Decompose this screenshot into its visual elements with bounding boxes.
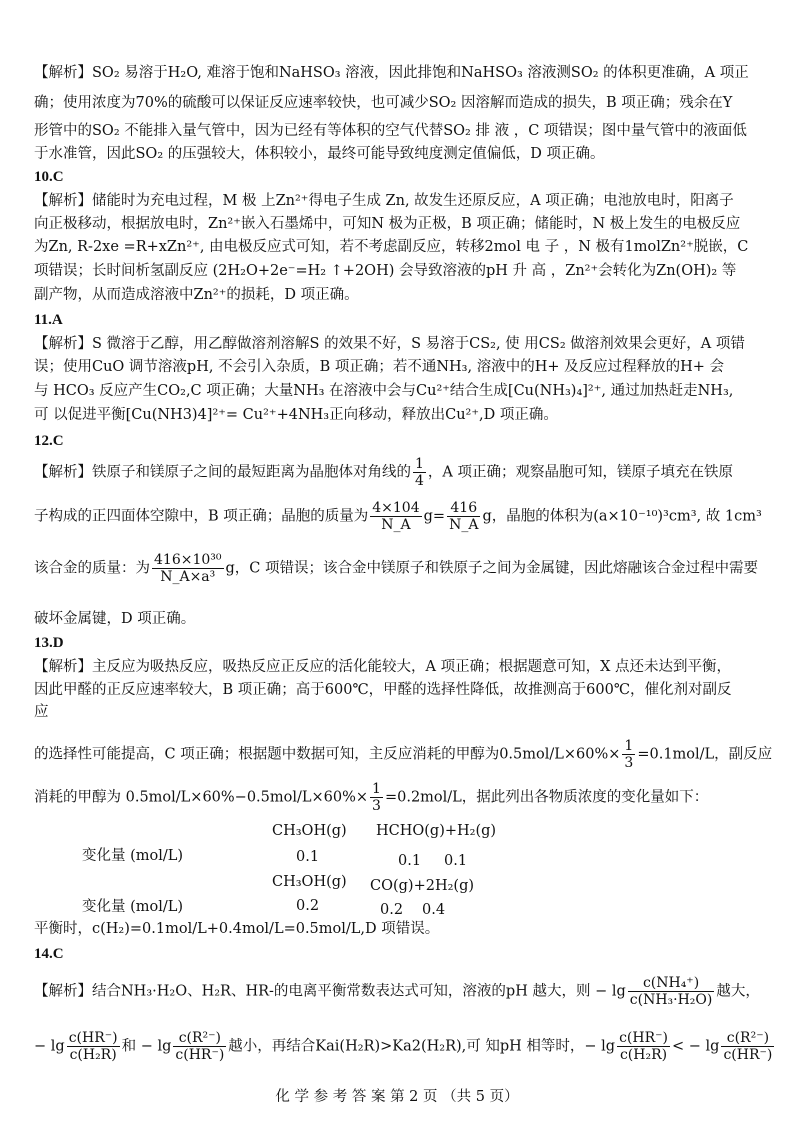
question-number: 10.C <box>34 169 64 185</box>
product-label: HCHO(g)+H₂(g) <box>376 823 497 839</box>
text-line: 【解析】S 微溶于乙醇，用乙醇做溶剂溶解S 的效果不好，S 易溶于CS₂, 使 用CS₂ 做溶剂效果会更好，A 项错 <box>34 336 745 352</box>
change-label: 变化量 (mol/L) <box>82 848 184 864</box>
fraction: $\frac{1}{3}$ <box>624 738 634 771</box>
text-line: 因此甲醛的正反应速率较大，B 项正确；高于600℃，甲醛的选择性降低，故推测高于600℃，催化剂对副反 <box>34 682 732 698</box>
q14-line-1: 【解析】结合NH₃·H₂O、H₂R、HR-的电离平衡常数表达式可知，溶液的pH 越大，则 − lg $\frac{\text{c(NH₄⁺)}}{\text{c(NH₃·H₂O)}}$ 越大， <box>34 975 760 1008</box>
text-line: 副产物，从而造成溶液中Zn²⁺的损耗，D 项正确。 <box>34 287 359 303</box>
text-line: 与 HCO₃ 反应产生CO₂,C 项正确；大量NH₃ 在溶液中会与Cu²⁺结合生成[Cu(NH₃)₄]²⁺, 通过加热赶走NH₃, <box>34 383 734 399</box>
question-number: 11.A <box>34 312 63 328</box>
fraction: $\frac{416}{N\_A}$ <box>449 500 479 533</box>
fraction: $\frac{c(HR^-)}{\text{c(H₂R)}}$ <box>619 1030 668 1063</box>
reactant-label: CH₃OH(g) <box>272 823 347 839</box>
value-cell: 0.4 <box>422 902 446 918</box>
fraction: $\frac{\text{416×10³⁰}}{\text{N\_A×a³}}$ <box>154 552 222 585</box>
fraction: $\frac{1}{3}$ <box>372 781 381 814</box>
text-line: 项错误；长时间析氢副反应 (2H₂O+2e⁻=H₂ ↑+2OH) 会导致溶液的pH 升 高 ，Zn²⁺会转化为Zn(OH)₂ 等 <box>34 263 737 279</box>
fraction: $\frac{c(HR^-)}{\text{c(H₂R)}}$ <box>68 1030 118 1063</box>
question-number: 12.C <box>34 433 64 449</box>
q13-line-5: 消耗的甲醇为 0.5mol/L×60%−0.5mol/L×60%× $\frac{1}{3}$ =0.2mol/L，据此列出各物质浓度的变化量如下： <box>34 781 709 814</box>
q13-line-4: 的选择性可能提高，C 项正确；根据题中数据可知，主反应消耗的甲醇为0.5mol/L×60%× $\frac{1}{3}$ =0.1mol/L，副反应 <box>34 738 773 771</box>
text-line: 确；使用浓度为70%的硫酸可以保证反应速率较快，也可减少SO₂ 因溶解而造成的损失，B 项正确；残余在Y <box>34 95 733 111</box>
text-line: 为Zn, R-2xe =R+xZn²⁺, 由电极反应式可知，若不考虑副反应，转移2mol 电 子 ，N 极有1molZn²⁺脱嵌，C <box>34 239 749 255</box>
text-line: 平衡时，c(H₂)=0.1mol/L+0.4mol/L=0.5mol/L,D 项错误。 <box>34 921 440 937</box>
fraction: $\frac{4\times 104}{N\_A}$ <box>372 500 420 533</box>
text-line: 误；使用CuO 调节溶液pH, 不会引入杂质，B 项正确；若不通NH₃, 溶液中的H+ 及反应过程释放的H+ 会 <box>34 359 725 375</box>
text-line: 可 以促进平衡[Cu(NH3)4]²⁺= Cu²⁺+4NH₃正向移动，释放出Cu²⁺,D 项正确。 <box>34 407 558 423</box>
change-label: 变化量 (mol/L) <box>82 899 184 915</box>
page-footer: 化 学 参 考 答 案 第 2 页 （共 5 页） <box>275 1089 519 1105</box>
text-line: 破坏金属键，D 项正确。 <box>34 611 196 627</box>
value-cell: 0.1 <box>444 853 468 869</box>
reactant-label: CH₃OH(g) <box>272 874 347 890</box>
fraction: $\frac{\text{c(R²⁻)}}{c(HR^-)}$ <box>723 1030 773 1063</box>
product-label: CO(g)+2H₂(g) <box>370 878 475 894</box>
q14-line-2: − lg $\frac{c(HR^-)}{\text{c(H₂R)}}$ 和 − lg $\frac{\text{c(R²⁻)}}{c(HR^-)}$ 越小，再结合Kai(H₂R)>Ka2(H₂R),可 知pH 相等时，− lg $\frac{c(HR^-)}{\text{c(H₂R)}}$ < − lg $\frac{\text{c(R²⁻)}}{c(HR^-)}$ <box>34 1030 773 1063</box>
text-line: 【解析】主反应为吸热反应，吸热反应正反应的活化能较大，A 项正确；根据题意可知，X 点还未达到平衡， <box>34 659 732 675</box>
value-cell: 0.2 <box>380 902 404 918</box>
value-cell: 0.1 <box>398 853 422 869</box>
fraction: $\frac{1}{4}$ <box>415 456 424 489</box>
text-line: 于水准管，因此SO₂ 的压强较大，体积较小，最终可能导致纯度测定值偏低，D 项正确。 <box>34 146 605 162</box>
fraction: $\frac{\text{c(R²⁻)}}{c(HR^-)}$ <box>175 1030 225 1063</box>
q12-line-2: 子构成的正四面体空隙中，B 项正确；晶胞的质量为 $\frac{4\times 104}{N\_A}$ g= $\frac{416}{N\_A}$ g，晶胞的体积为(a×10⁻¹⁰)³cm³, 故 1cm³ <box>34 500 762 533</box>
text-line: 【解析】储能时为充电过程，M 极 上Zn²⁺得电子生成 Zn, 故发生还原反应，A 项正确；电池放电时，阳离子 <box>34 193 734 209</box>
text-line: 形管中的SO₂ 不能排入量气管中，因为已经有等体积的空气代替SO₂ 排 液 ，C 项错误；图中量气管中的液面低 <box>34 123 747 139</box>
value-cell: 0.1 <box>296 849 320 865</box>
q12-line-1: 【解析】铁原子和镁原子之间的最短距离为晶胞体对角线的 $\frac{1}{4}$ ，A 项正确；观察晶胞可知，镁原子填充在铁原 <box>34 456 734 489</box>
text-line: 【解析】SO₂ 易溶于H₂O, 难溶于饱和NaHSO₃ 溶液，因此排饱和NaHSO₃ 溶液测SO₂ 的体积更准确，A 项正 <box>34 65 749 81</box>
text-line: 向正极移动，根据放电时，Zn²⁺嵌入石墨烯中，可知N 极为正极，B 项正确；储能时，N 极上发生的电极反应 <box>34 216 741 232</box>
text-line: 应 <box>34 704 49 720</box>
fraction: $\frac{\text{c(NH₄⁺)}}{\text{c(NH₃·H₂O)}}$ <box>629 975 713 1008</box>
q12-line-3: 该合金的质量：为 $\frac{\text{416×10³⁰}}{\text{N\_A×a³}}$ g，C 项错误；该合金中镁原子和铁原子之间为金属键，因此熔融该合金过程中需要 <box>34 552 758 585</box>
question-number: 13.D <box>34 635 64 651</box>
value-cell: 0.2 <box>296 898 320 914</box>
question-number: 14.C <box>34 946 64 962</box>
